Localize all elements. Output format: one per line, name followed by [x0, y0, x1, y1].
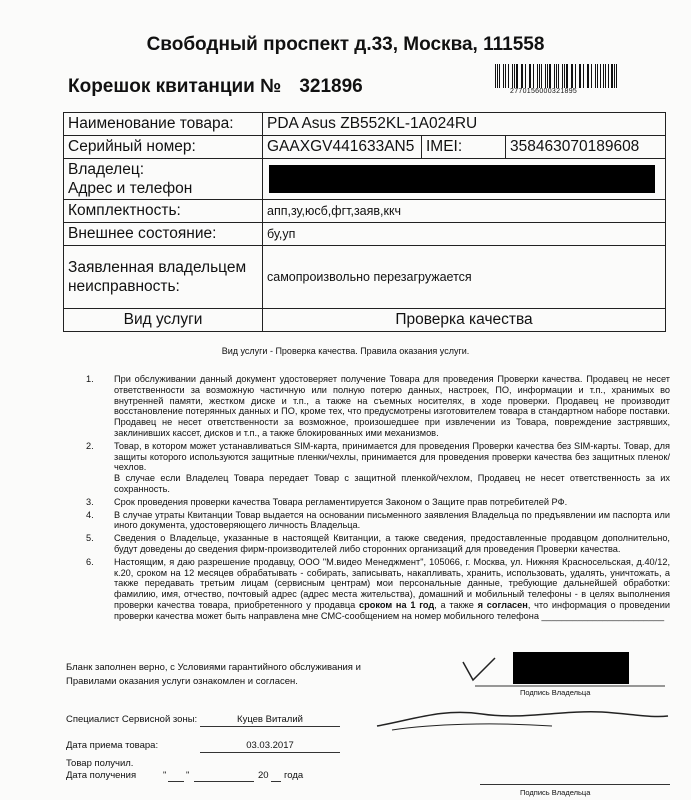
- barcode-bar: [562, 64, 563, 88]
- barcode-bar: [554, 64, 555, 88]
- receipt-form-table: [63, 112, 666, 332]
- specialist-signature-stroke-2: [392, 724, 552, 730]
- owner-signature-stroke: [463, 658, 495, 680]
- barcode-bar: [603, 64, 604, 88]
- imei-value: 358463070189608: [506, 136, 666, 159]
- rule-item: [86, 441, 670, 495]
- rule-number: 3.: [86, 496, 94, 507]
- owner-signature-area: [455, 652, 675, 692]
- intake-date-line: [200, 752, 340, 753]
- barcode-bar: [512, 64, 513, 88]
- owner-redaction: [269, 165, 655, 193]
- barcode-bar: [541, 64, 542, 88]
- defect-label-line2: неисправность:: [68, 278, 180, 295]
- rule-number: 6.: [86, 556, 94, 567]
- barcode-bar: [580, 64, 581, 88]
- rule-item: [86, 497, 670, 508]
- rule-paragraph: В случае если Владелец Товара передает Товар с защитной пленкой/чехлом, Продавец не несет ответственность за их сохранность.: [114, 473, 670, 494]
- barcode-bar: [597, 64, 598, 88]
- owner-label: Владелец:: [68, 161, 145, 178]
- rule-item: [86, 374, 670, 439]
- rule-paragraph: Срок проведения проверки качества Товара регламентируется Законом о Защите прав потребителей РФ.: [114, 496, 568, 507]
- barcode-bar: [572, 64, 573, 88]
- received-label: Товар получил.: [66, 758, 134, 769]
- specialist-label: Специалист Сервисной зоны:: [66, 714, 198, 725]
- rule-number: 4.: [86, 509, 94, 520]
- rule-paragraph: Товар, в котором может устанавливаться SIM-карта, принимается для проведения Проверки качества без SIM-карты. Товар, для защиты которого используются защитные пленки/чехлы, принимается для проведения проверки качества без защитных пленок/чехлов.: [114, 440, 670, 473]
- store-address: Свободный проспект д.33, Москва, 111558: [146, 34, 545, 55]
- rule-item: [86, 510, 670, 532]
- intake-date-label: Дата приема товара:: [66, 740, 159, 751]
- receipt-stub-label: Корешок квитанции №: [68, 76, 282, 97]
- rules-title: Вид услуги - Проверка качества. Правила оказания услуги.: [221, 346, 470, 356]
- agreement-line2: Правилами оказания услуги ознакомлен и согласен.: [66, 676, 298, 687]
- rules-list: [86, 374, 670, 624]
- agreement-text: [66, 662, 361, 687]
- rule-number: 5.: [86, 533, 94, 544]
- barcode-bar: [503, 64, 504, 88]
- rule-item-6: [86, 557, 670, 622]
- barcode-number: 2770156000321895: [510, 88, 578, 95]
- barcode-bar: [591, 64, 592, 88]
- owner-label-cell: [64, 159, 263, 200]
- rule-paragraph: При обслуживании данный документ удостоверяет получение Товара для проведения Проверки качества. Продавец не несет ответственности за возможную частичную или полную потерю данных, настроек, ПО, информации и т.п., хранимых во внутренней памяти, жестком диске и т.п., а также на съемных носителях, в ходе проверки. Продавец не производит восстановление потерянных данных и ПО, кроме тех, что предусмотрены изготовителем товара в стандартном наборе поставки. Продавец не несет ответственности за возможное, произошедшее при извлечении из Товара, повреждение застрявших, заклинивших кассет, дисков и т.п., а также блокированных ими механизмов.: [114, 374, 670, 438]
- service-label: Вид услуги: [64, 309, 263, 332]
- receive-year-prefix: 20: [258, 770, 269, 781]
- receive-signature-line: [480, 784, 670, 785]
- barcode-bar: [566, 64, 567, 88]
- owner-signature-caption: Подпись Владельца: [520, 688, 591, 697]
- service-value: Проверка качества: [263, 309, 666, 332]
- barcode: [495, 64, 620, 88]
- receive-date-label: Дата получения: [66, 770, 137, 781]
- receive-day-line: [168, 781, 184, 782]
- rule-6-text: Настоящим, я даю разрешение продавцу, ООО "М.видео Менеджмент", 105066, г. Москва, ул. Нижняя Красносельская, д.40/12, к.20, сроком на 12 месяцев обрабатывать - собирать, записывать, накапливать, хранить, использовать, удалять, уничтожать, а также передавать третьим лицам (сервисным центрам) мои персональные данные, требующие дальнейшей обработки: фамилию, имя, отчество, почтовый адрес (адрес места жительства), домашний и мобильный телефоны - в целях выполнения проверки качества товара, приобретенного у продавца сроком на 1 год, а также я согласен, что информация о проведении проверки качества может быть направлена мне СМС-сообщением на номер мобильного телефона ________________________: [114, 556, 670, 621]
- barcode-bar: [508, 64, 509, 88]
- barcode-bar: [616, 64, 617, 88]
- receive-year-suffix: года: [284, 770, 304, 781]
- receive-date-quote-open: ": [163, 770, 167, 781]
- barcode-bar: [516, 64, 517, 88]
- imei-label: IMEI:: [422, 136, 506, 159]
- receipt-stub-title: [68, 76, 363, 98]
- rule-paragraph: В случае утраты Квитанции Товар выдается на основании письменного заявления Владельца по предъявлении им паспорта или иного документа, удостоверяющего личность Владельца.: [114, 509, 670, 531]
- product-value: PDA Asus ZB552KL-1A024RU: [263, 113, 666, 136]
- receive-date-quote-close: ": [186, 770, 190, 781]
- barcode-bar: [611, 64, 612, 88]
- receive-month-line: [194, 781, 254, 782]
- serial-value: GAAXGV441633AN5: [263, 136, 422, 159]
- receive-signature-caption: Подпись Владельца: [520, 788, 591, 797]
- barcode-bar: [533, 64, 534, 88]
- receipt-number: 321896: [299, 76, 363, 97]
- specialist-name: Куцев Виталий: [237, 714, 303, 725]
- serial-label: Серийный номер:: [64, 136, 263, 159]
- rule-number: 1.: [86, 374, 94, 384]
- condition-value: бу,уп: [263, 223, 666, 246]
- receive-year-line: [271, 781, 281, 782]
- kit-value: апп,зу,юсб,фгт,заяв,ккч: [263, 200, 666, 223]
- condition-label: Внешнее состояние:: [64, 223, 263, 246]
- specialist-line: [200, 726, 340, 727]
- defect-label-cell: [64, 246, 263, 309]
- barcode-bar: [495, 64, 496, 88]
- owner-address-label: Адрес и телефон: [68, 180, 193, 197]
- product-label: Наименование товара:: [64, 113, 263, 136]
- barcode-bar: [583, 64, 584, 88]
- rule-number: 2.: [86, 440, 94, 451]
- defect-label-line1: Заявленная владельцем: [68, 259, 247, 276]
- specialist-signature-stroke: [377, 712, 668, 726]
- agreement-line1: Бланк заполнен верно, с Условиями гарантийного обслуживания и: [66, 662, 361, 673]
- barcode-bar: [525, 64, 526, 88]
- owner-value-cell: [263, 159, 666, 200]
- kit-label: Комплектность:: [64, 200, 263, 223]
- rule-paragraph: Сведения о Владельце, указанные в настоящей Квитанции, а также сведения, предоставленные продавцом дополнительно, будут доведены до сведения фирм-производителей либо сторонних организаций для проведения Проверки качества.: [114, 533, 670, 554]
- intake-date-value: 03.03.2017: [246, 740, 294, 751]
- owner-signature-redaction: [513, 652, 629, 684]
- specialist-signature: [372, 700, 672, 736]
- barcode-bar: [537, 64, 538, 88]
- rule-item: [86, 533, 670, 555]
- defect-value: самопроизвольно перезагружается: [263, 246, 666, 309]
- barcode-bar: [549, 64, 550, 88]
